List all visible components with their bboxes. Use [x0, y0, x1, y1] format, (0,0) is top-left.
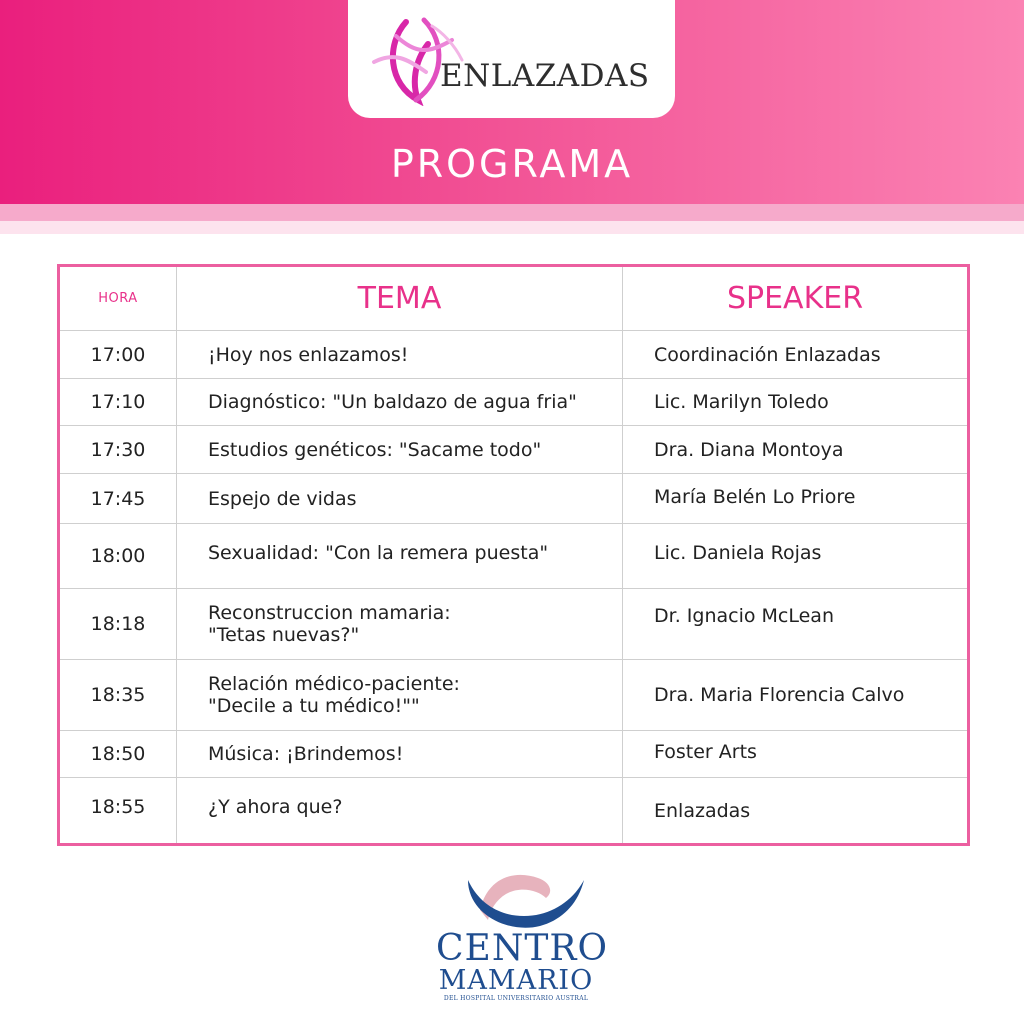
- table-header-row: [60, 267, 967, 330]
- table-row: [60, 330, 967, 378]
- enlazadas-logo: [348, 0, 675, 118]
- row-speaker: Lic. Marilyn Toledo: [654, 391, 829, 413]
- row-topic: Sexualidad: "Con la remera puesta": [177, 524, 623, 588]
- row-topic: Diagnóstico: "Un baldazo de agua fria": [177, 379, 623, 425]
- header-speaker: SPEAKER: [726, 280, 864, 316]
- schedule-table: [57, 264, 970, 846]
- row-speaker: Dra. Maria Florencia Calvo: [654, 684, 905, 706]
- row-time: 18:50: [60, 731, 177, 777]
- header-band: [0, 204, 1024, 221]
- table-row: [60, 473, 967, 523]
- row-speaker: Foster Arts: [654, 741, 757, 763]
- centro-mamario-logo: [436, 866, 608, 1006]
- header-topic: TEMA: [177, 267, 623, 330]
- row-topic: Relación médico-paciente: "Decile a tu médico!"": [177, 660, 623, 730]
- table-row: [60, 777, 967, 843]
- row-topic: Espejo de vidas: [177, 474, 623, 523]
- row-speaker: Lic. Daniela Rojas: [654, 542, 822, 564]
- logo-wordmark: ENLAZADAS: [440, 58, 650, 94]
- table-row: [60, 730, 967, 777]
- page-title: PROGRAMA: [390, 142, 634, 186]
- table-row: [60, 425, 967, 473]
- row-time: 17:30: [60, 426, 177, 473]
- row-time: 17:10: [60, 379, 177, 425]
- row-time: 18:35: [60, 660, 177, 730]
- row-topic: ¡Hoy nos enlazamos!: [177, 331, 623, 378]
- row-topic: Reconstruccion mamaria: "Tetas nuevas?": [177, 589, 623, 659]
- table-row: [60, 588, 967, 659]
- logo-subtitle: DEL HOSPITAL UNIVERSITARIO AUSTRAL: [443, 995, 589, 1002]
- row-speaker: Enlazadas: [654, 799, 751, 822]
- row-time: 17:00: [60, 331, 177, 378]
- row-time: 17:45: [60, 474, 177, 523]
- row-topic: Estudios genéticos: "Sacame todo": [177, 426, 623, 473]
- row-speaker: Coordinación Enlazadas: [654, 343, 881, 366]
- logo-line2: MAMARIO: [438, 965, 594, 996]
- row-speaker: Dr. Ignacio McLean: [654, 605, 834, 627]
- row-topic: ¿Y ahora que?: [177, 778, 623, 843]
- table-row: [60, 659, 967, 730]
- row-speaker: María Belén Lo Priore: [654, 486, 856, 508]
- row-topic: Música: ¡Brindemos!: [177, 731, 623, 777]
- table-row: [60, 378, 967, 425]
- header-time: HORA: [60, 267, 177, 330]
- row-time: 18:18: [60, 589, 177, 659]
- header-band-light: [0, 221, 1024, 234]
- row-speaker: Dra. Diana Montoya: [654, 438, 844, 461]
- logo-line1: CENTRO: [436, 928, 608, 969]
- row-time: 18:55: [60, 778, 177, 843]
- row-time: 18:00: [60, 524, 177, 588]
- table-row: [60, 523, 967, 588]
